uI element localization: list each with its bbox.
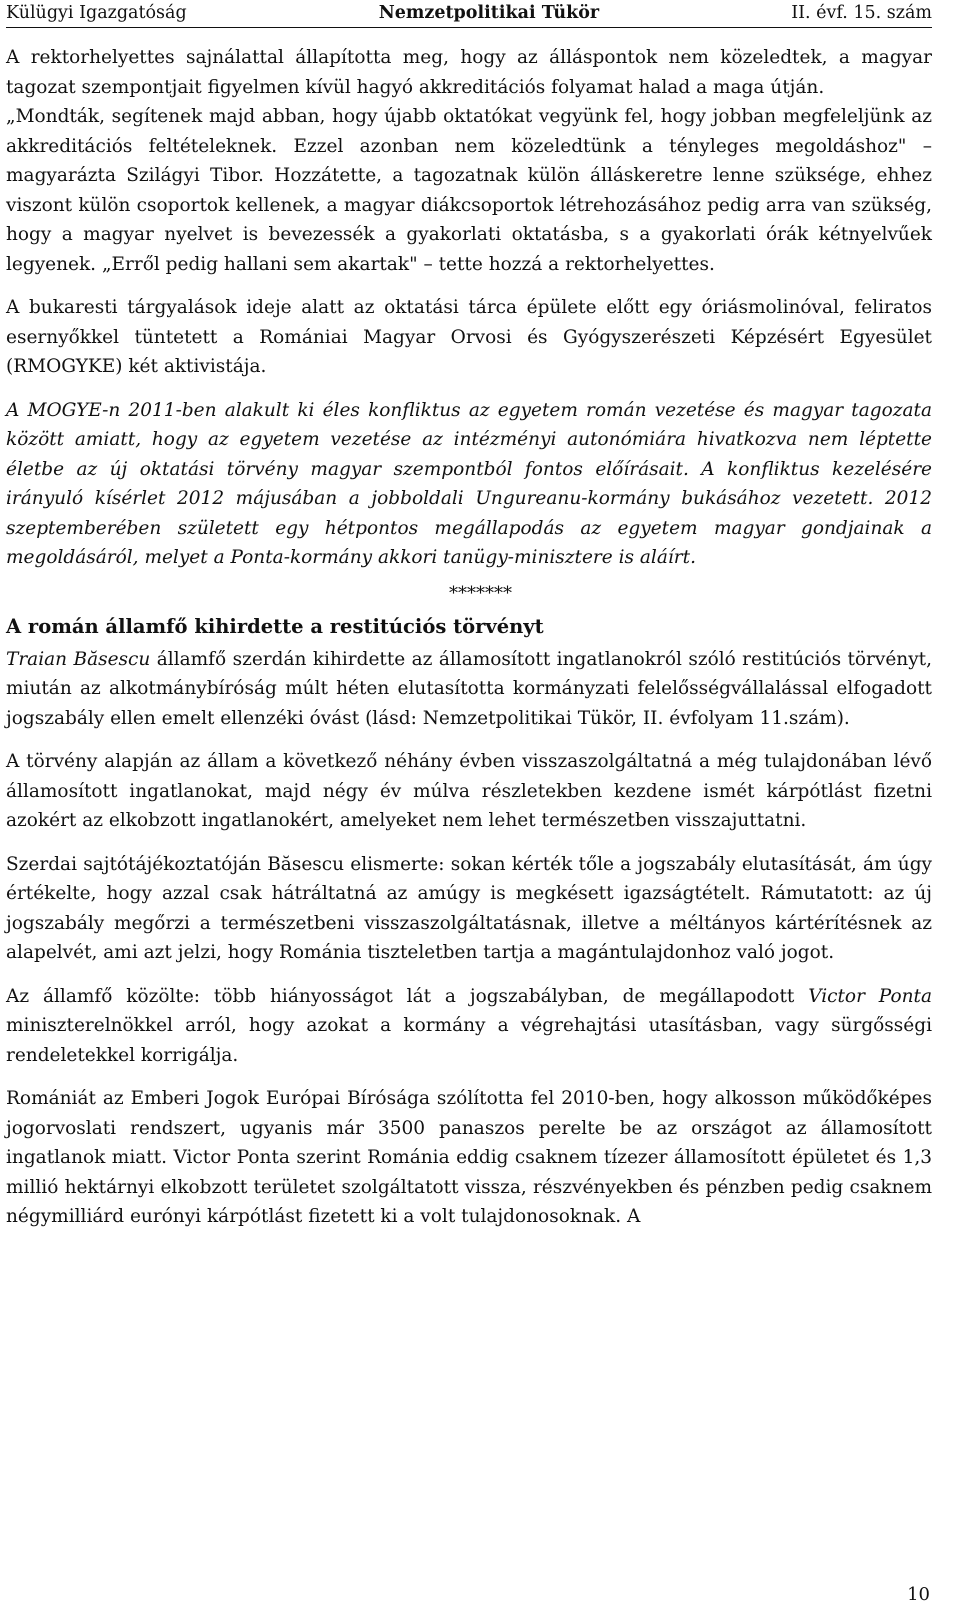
page-number: 10: [907, 1584, 930, 1605]
italic-note: A MOGYE-n 2011-ben alakult ki éles konfliktus az egyetem román vezetése és magyar tagozata között amiatt, hogy az egyetem vezetése az intézményi autonómiára hivatkozva nem léptette életbe az új oktatási törvény magyar szempontból fontos előírásait. A konfliktus kezelésére irányuló kísérlet 2012 májusában a jobboldali Ungureanu-kormány bukásához vezetett. 2012 szeptemberében született egy hétpontos megállapodás az egyetem magyar gondjainak a megoldásáról, melyet a Ponta-kormány akkori tanügy-minisztere is aláírt.: [6, 399, 932, 568]
section-separator: *******: [449, 582, 512, 604]
person-name: Victor Ponta: [808, 985, 932, 1007]
paragraph: [6, 645, 932, 734]
paragraph-text: miniszterelnökkel arról, hogy azokat a kormány a végrehajtási utasításban, vagy sürgősségi rendeletekkel korrigálja.: [6, 1015, 932, 1066]
paragraph: [6, 982, 932, 1071]
paragraph: A törvény alapján az állam a következő néhány évben visszaszolgáltatná a még tulajdonában lévő államosított ingatlanokat, majd négy év múlva részletekben kezdene ismét kárpótlást fizetni azokért az elkobzott ingatlanokért, amelyeket nem lehet természetben visszajuttatni.: [6, 751, 932, 831]
paragraph: A rektorhelyettes sajnálattal állapította meg, hogy az álláspontok nem közeledtek, a magyar tagozat szempontjait figyelmen kívül hagyó akkreditációs folyamat halad a maga útján.: [6, 47, 932, 98]
paragraph-text: Az államfő közölte: több hiányosságot lát a jogszabályban, de megállapodott: [6, 985, 809, 1007]
section-title: A román államfő kihirdette a restitúciós törvényt: [6, 614, 544, 638]
italic-note-paragraph: [6, 396, 932, 573]
document-page: [6, 0, 932, 1246]
header-publication: Nemzetpolitikai Tükör: [378, 3, 600, 23]
paragraph: Szerdai sajtótájékoztatóján Băsescu elismerte: sokan kérték tőle a jogszabály elutasítását, ám úgy értékelte, hogy azzal csak hátráltatná az amúgy is megkésett igazságtételt. Rámutatott: az új jogszabály megőrzi a természetbeni visszaszolgáltatásnak, illetve a méltányos kártérítésnek az alapelvét, ami azt jelzi, hogy Románia tiszteletben tartja a magántulajdonhoz való jogot.: [6, 853, 932, 963]
article-body: [6, 43, 932, 1232]
paragraph: „Mondták, segítenek majd abban, hogy újabb oktatókat vegyünk fel, hogy jobban megfeleljünk az akkreditációs feltételeknek. Ezzel azonban nem közeledtünk a tényleges megoldáshoz" – magyarázta Szilágyi Tibor. Hozzátette, a tagozatnak külön álláskeretre lenne szüksége, ehhez viszont külön csoportok kellenek, a magyar diákcsoportok létrehozásához pedig arra van szükség, hogy a magyar nyelvet is bevezessék a gyakorlati oktatásba, s a gyakorlati órák kétnyelvűek legyenek. „Erről pedig hallani sem akartak" – tette hozzá a rektorhelyettes.: [6, 106, 932, 275]
paragraph: A bukaresti tárgyalások ideje alatt az oktatási tárca épülete előtt egy óriásmolinóval, feliratos esernyőkkel tüntetett a Romániai Magyar Orvosi és Gyógyszerészeti Képzésért Egyesület (RMOGYKE) két aktivistája.: [6, 297, 932, 377]
paragraph: Romániát az Emberi Jogok Európai Bírósága szólította fel 2010-ben, hogy alkosson működőképes jogorvoslati rendszert, ugyanis már 3500 panaszos perelte be az országot az államosított ingatlanok miatt. Victor Ponta szerint Románia eddig csaknem tízezer államosított épületet és 1,3 millió hektárnyi elkobzott területet szolgáltatott vissza, részvényekben és pénzben pedig csaknem négymilliárd eurónyi kárpótlást fizetett ki a volt tulajdonosoknak. A: [6, 1088, 932, 1227]
header-organization: Külügyi Igazgatóság: [6, 3, 187, 23]
header-issue: II. évf. 15. szám: [791, 3, 932, 23]
paragraph-text: államfő szerdán kihirdette az államosított ingatlanokról szóló restitúciós törvényt, miután az alkotmánybíróság múlt héten elutasította kormányzati felelősségvállalással elfogadott jogszabály ellen emelt ellenzéki óvást (lásd: Nemzetpolitikai Tükör, II. évfolyam 11.szám).: [6, 648, 932, 729]
page-header: [6, 0, 932, 28]
person-name: Traian Băsescu: [6, 648, 151, 670]
